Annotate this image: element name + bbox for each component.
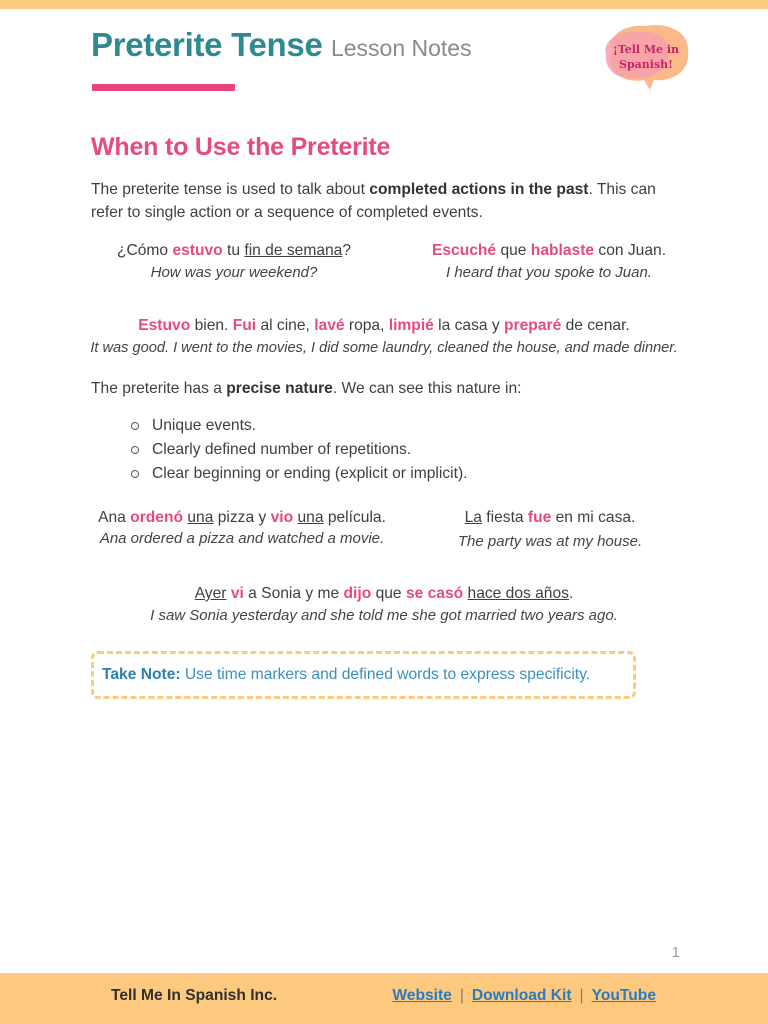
example-translation: I saw Sonia yesterday and she told me she got married two years ago. <box>150 607 618 624</box>
download-kit-link[interactable]: Download Kit <box>471 987 572 1004</box>
example-translation: I heard that you spoke to Juan. <box>446 264 652 281</box>
website-link[interactable]: Website <box>392 987 452 1004</box>
circle-bullet-icon <box>131 446 139 454</box>
example-sonia <box>91 583 677 627</box>
logo-wordmark: ¡Tell Me in Spanish! <box>612 43 680 71</box>
logo <box>598 20 694 92</box>
page-number: 1 <box>671 944 680 961</box>
example-juan <box>410 240 688 284</box>
list-item: Clearly defined number of repetitions. <box>130 438 467 462</box>
nature-list <box>130 414 467 486</box>
footer-links <box>392 987 656 1005</box>
take-note-label: Take Note: <box>102 666 181 683</box>
example-spanish: Escuché que hablaste con Juan. <box>431 242 667 259</box>
top-accent-bar <box>0 0 768 9</box>
footer-company: Tell Me In Spanish Inc. <box>111 987 278 1004</box>
example-spanish: Ayer vi a Sonia y me dijo que se casó hace dos años. <box>194 585 574 602</box>
footer-separator: | <box>579 987 584 1004</box>
example-spanish: Estuvo bien. Fui al cine, lavé ropa, limpié la casa y preparé de cenar. <box>138 317 630 334</box>
example-sequence <box>76 315 692 359</box>
take-note-box <box>91 651 636 699</box>
intro-paragraph: The preterite tense is used to talk about completed actions in the past. This can refer to single action or a sequence of completed events. <box>91 181 656 221</box>
list-item: Clear beginning or ending (explicit or implicit). <box>130 462 467 486</box>
list-item: Unique events. <box>130 414 467 438</box>
footer-separator: | <box>459 987 464 1004</box>
example-weekend <box>91 240 377 284</box>
section-heading: When to Use the Preterite <box>91 133 391 161</box>
circle-bullet-icon <box>131 422 139 430</box>
example-translation: Ana ordered a pizza and watched a movie. <box>99 530 385 547</box>
example-translation: It was good. I went to the movies, I did some laundry, cleaned the house, and made dinner. <box>90 340 678 356</box>
footer <box>0 973 768 1024</box>
page-title <box>91 26 472 64</box>
example-spanish: ¿Cómo estuvo tu fin de semana? <box>116 242 352 259</box>
example-pizza <box>91 507 393 550</box>
circle-bullet-icon <box>131 470 139 478</box>
example-spanish: Ana ordenó una pizza y vio una película. <box>98 509 386 526</box>
title-underline <box>92 84 235 91</box>
nature-paragraph: The preterite has a precise nature. We can see this nature in: <box>91 380 522 397</box>
title-main: Preterite Tense <box>91 26 323 63</box>
example-spanish: La fiesta fue en mi casa. <box>464 509 636 526</box>
example-translation: The party was at my house. <box>457 533 643 550</box>
youtube-link[interactable]: YouTube <box>591 987 656 1004</box>
title-subtitle: Lesson Notes <box>330 35 472 61</box>
take-note-text: Use time markers and defined words to express specificity. <box>180 666 591 683</box>
example-party <box>430 507 670 553</box>
example-translation: How was your weekend? <box>150 264 318 281</box>
